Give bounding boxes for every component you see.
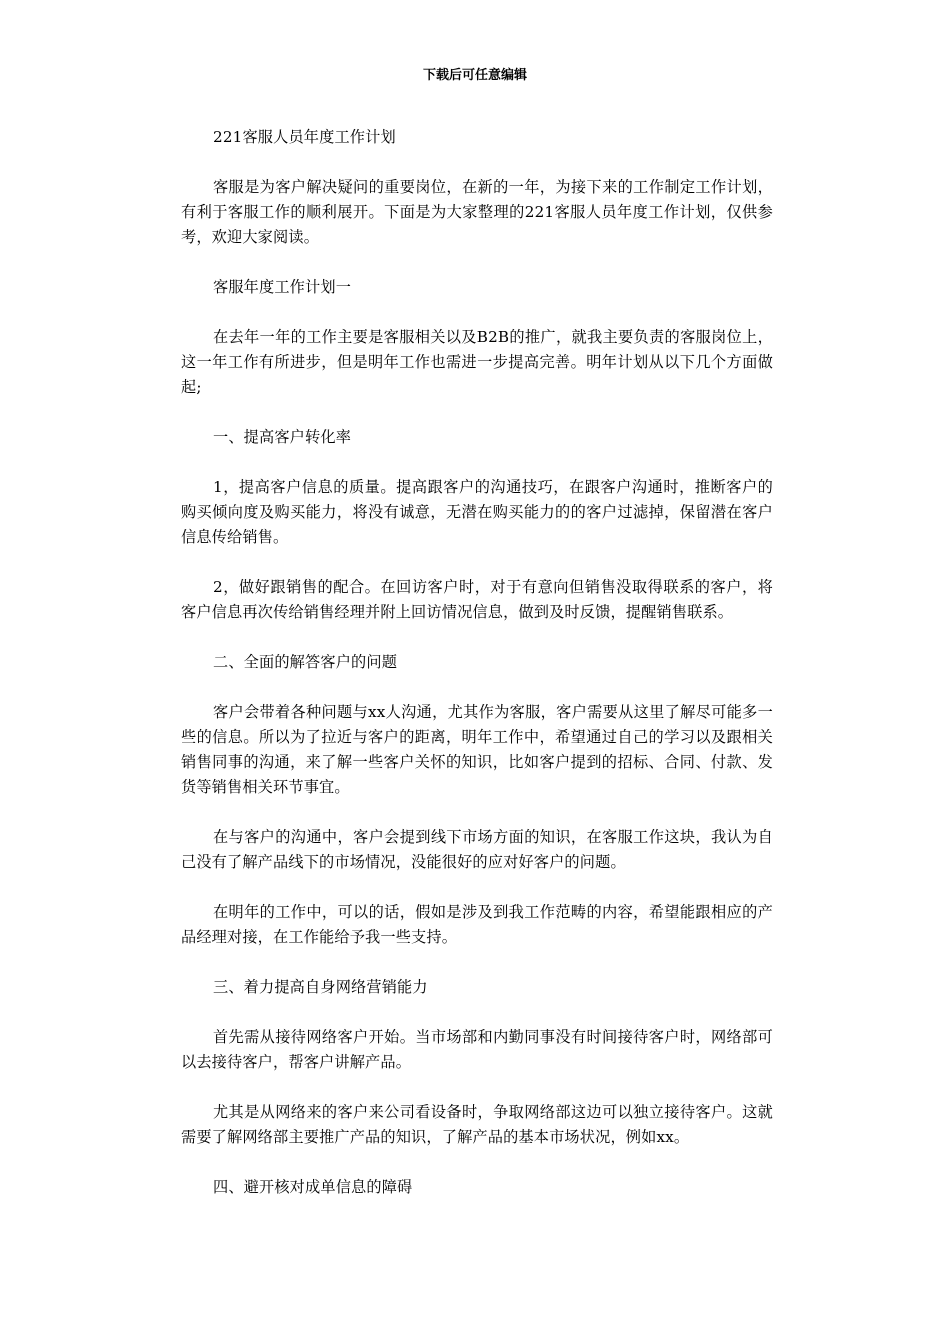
section-heading-4: 四、避开核对成单信息的障碍 <box>213 1178 413 1196</box>
body-paragraph: 在明年的工作中，可以的话，假如是涉及到我工作范畴的内容，希望能跟相应的产品经理对接，在工作能给予我一些支持。 <box>181 903 773 946</box>
body-paragraph: 客户会带着各种问题与xx人沟通，尤其作为客服，客户需要从这里了解尽可能多一些的信息。所以为了拉近与客户的距离，明年工作中，希望通过自己的学习以及跟相关销售同事的沟通，来了解一些客户关怀的知识，比如客户提到的招标、合同、付款、发货等销售相关环节事宜。 <box>181 703 773 796</box>
body-paragraph: 在与客户的沟通中，客户会提到线下市场方面的知识，在客服工作这块，我认为自己没有了解产品线下的市场情况，没能很好的应对好客户的问题。 <box>181 828 773 871</box>
document-body <box>181 125 773 1225</box>
section-heading-plan-one: 客服年度工作计划一 <box>213 278 352 296</box>
section-heading-1: 一、提高客户转化率 <box>213 428 352 446</box>
document-title: 221客服人员年度工作计划 <box>213 128 396 146</box>
intro-paragraph: 客服是为客户解决疑问的重要岗位，在新的一年，为接下来的工作制定工作计划，有利于客服工作的顺利展开。下面是为大家整理的221客服人员年度工作计划，仅供参考，欢迎大家阅读。 <box>181 178 773 246</box>
body-paragraph: 在去年一年的工作主要是客服相关以及B2B的推广，就我主要负责的客服岗位上，这一年工作有所进步，但是明年工作也需进一步提高完善。明年计划从以下几个方面做起; <box>181 328 773 396</box>
section-heading-3: 三、着力提高自身网络营销能力 <box>213 978 428 996</box>
body-paragraph: 2，做好跟销售的配合。在回访客户时，对于有意向但销售没取得联系的客户，将客户信息再次传给销售经理并附上回访情况信息，做到及时反馈，提醒销售联系。 <box>181 578 773 621</box>
body-paragraph: 1，提高客户信息的质量。提高跟客户的沟通技巧，在跟客户沟通时，推断客户的购买倾向度及购买能力，将没有诚意，无潜在购买能力的的客户过滤掉，保留潜在客户信息传给销售。 <box>181 478 773 546</box>
body-paragraph: 首先需从接待网络客户开始。当市场部和内勤同事没有时间接待客户时，网络部可以去接待客户，帮客户讲解产品。 <box>181 1028 773 1071</box>
page-header-note: 下载后可任意编辑 <box>422 68 527 83</box>
section-heading-2: 二、全面的解答客户的问题 <box>213 653 398 671</box>
body-paragraph: 尤其是从网络来的客户来公司看设备时，争取网络部这边可以独立接待客户。这就需要了解网络部主要推广产品的知识，了解产品的基本市场状况，例如xx。 <box>181 1103 773 1146</box>
